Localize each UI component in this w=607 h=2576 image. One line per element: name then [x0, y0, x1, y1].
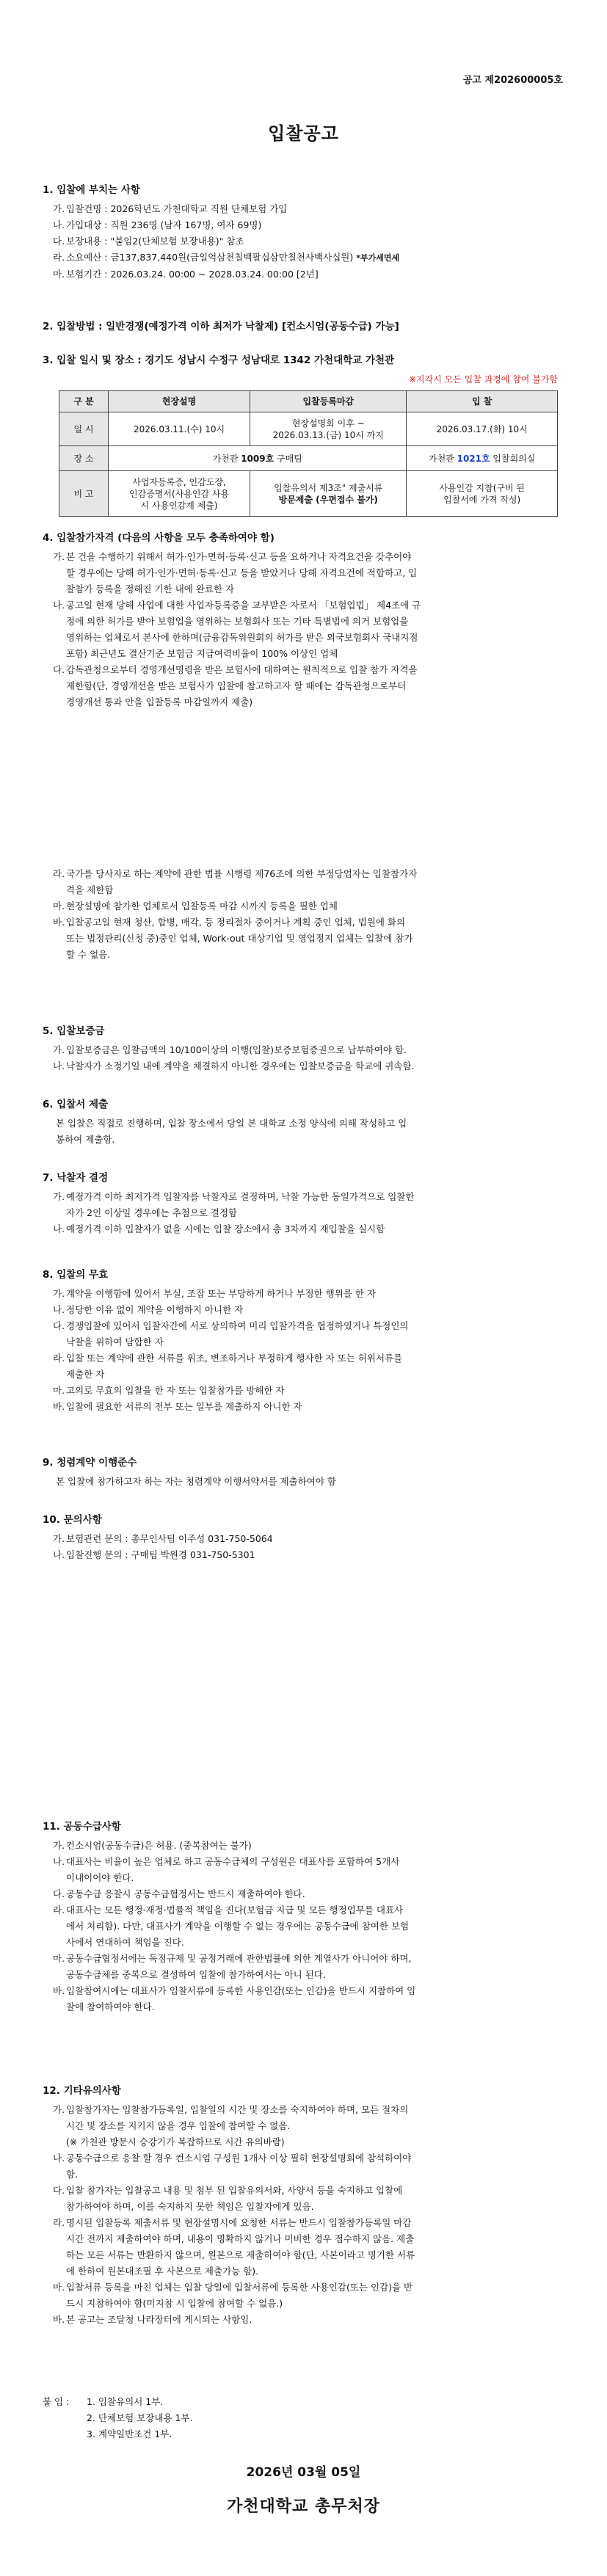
cell-line: 현장설명회 이후 ~ [291, 418, 365, 429]
list-item-line [43, 2134, 567, 2150]
item-marker: 마. [53, 2282, 65, 2293]
cell-text: 입찰회의실 [490, 453, 536, 464]
item-marker: 가. [53, 1044, 65, 1055]
cell-text: 구매팀 [274, 453, 302, 464]
item-text: 가입대상 : 직원 236명 (남자 167명, 여자 69명) [66, 219, 262, 230]
cell-line: 입찰서에 가격 작성) [443, 494, 521, 505]
section-qualifications-continued [43, 863, 567, 963]
item-text: 계약을 이행함에 있어서 부실, 조잡 또는 부당하게 하거나 부정한 행위를 한 자 [66, 1288, 377, 1299]
item-marker: 가. [53, 1191, 65, 1202]
attachment-item: 1. 입찰유의서 1부. [87, 2396, 164, 2407]
table-cell: 2026.03.11.(수) 10시 [109, 412, 250, 446]
list-item-line [43, 2150, 567, 2166]
list-item [43, 217, 567, 233]
list-item-line [43, 947, 567, 963]
item-marker: 가. [53, 1288, 65, 1299]
item-marker: 가. [53, 551, 65, 562]
section-contact [43, 1512, 567, 1563]
item-text: 입찰참여시에는 대표사가 입찰서류에 등록한 사용인감(또는 인감)을 반드시 지참하여 입 [66, 1985, 416, 1996]
item-text: 현장설명에 참가한 업체로서 입찰등록 마감 시까지 등록을 필한 업체 [66, 900, 338, 912]
item-marker: 다. [53, 664, 65, 675]
item-text: 하는 모든 서류는 반환하지 않으며, 원본으로 제출하여야 함(단, 사본이라고 명기한 서류 [66, 2249, 415, 2260]
list-item-line [43, 1350, 567, 1367]
list-item [43, 1058, 567, 1074]
cell-text: 가천관 [429, 453, 457, 464]
page-title: 입찰공고 [268, 123, 339, 144]
section-bid-method [43, 319, 567, 335]
document-number: 공고 제202600005호 [462, 75, 563, 86]
item-marker: 가. [53, 2104, 65, 2115]
section-heading: 10. 문의사항 [43, 1514, 102, 1526]
item-text: 예정가격 이하 입찰자가 없을 시에는 입찰 장소에서 총 3차까지 재입찰을 실시함 [66, 1223, 385, 1234]
table-cell [250, 471, 407, 517]
list-item-line [43, 914, 567, 931]
section-heading: 9. 청렴계약 이행준수 [43, 1457, 137, 1469]
item-text: 제출한 자 [66, 1369, 105, 1380]
item-marker: 다. [53, 2185, 65, 2196]
list-item-line [43, 1367, 567, 1383]
item-text: 입찰건명 : 2026학년도 가천대학교 직원 단체보험 가입 [66, 203, 288, 214]
item-text: 할 수 없음. [66, 949, 111, 960]
table-cell: 2026.03.17.(화) 10시 [407, 412, 558, 446]
list-item-line [43, 630, 567, 646]
list-item-line [43, 898, 567, 914]
section-heading: 12. 기타유의사항 [43, 2085, 121, 2097]
item-text: 또는 법정관리(신청 중)중인 업체, Work-out 대상기업 및 영업정지 업체는 입찰에 참가 [66, 933, 413, 944]
item-marker: 가. [53, 203, 65, 214]
late-arrival-note: ※지각시 모든 입찰 과정에 참여 불가함 [408, 374, 558, 385]
item-marker: 라. [53, 252, 65, 263]
cell-line: 2026.03.13.(금) 10시 까지 [272, 429, 384, 440]
item-text: 낙찰을 위하여 담합한 자 [66, 1336, 164, 1347]
item-text: 컨소시엄(공동수급)은 허용. (중복참여는 불가) [66, 1840, 252, 1851]
attachments [43, 2394, 193, 2439]
list-item [43, 266, 567, 283]
list-item-line [43, 1854, 567, 1870]
list-item-line [43, 1318, 567, 1334]
item-text: 공동수급으로 응찰 할 경우 컨소시엄 구성원 1개사 이상 필히 현장설명회에 참석하여야 [66, 2153, 412, 2164]
item-text: 영위하는 업체로서 본사에 한하며(금융감독위원회의 허가를 받은 외국보험회사 국내지점 [66, 632, 418, 643]
list-item-line [43, 1383, 567, 1399]
winner-list [43, 1189, 567, 1237]
item-text: 감독관청으로부터 경영개선명령을 받은 보험사에 대하여는 원칙적으로 입찰 참가 자격을 [66, 664, 418, 675]
item-text: 에서 처리함). 다만, 대표사가 계약을 이행할 수 없는 경우에는 공동수급에 참여한 보험 [66, 1921, 410, 1932]
list-item-line [43, 866, 567, 882]
table-row [59, 446, 558, 471]
item-text: 입찰진행 문의 : 구매팀 박원경 031-750-5301 [66, 1549, 255, 1560]
item-text: 입찰서류 등록을 마친 업체는 입찰 당일에 입찰서류에 등록한 사용인감(또는 인감)을 반 [66, 2282, 413, 2293]
item-marker: 바. [53, 2314, 65, 2325]
table-header: 구 분 [59, 391, 109, 412]
cell-text: 가천관 [212, 453, 241, 464]
item-marker: 나. [53, 1304, 65, 1315]
item-text: 공동수급체를 중복으로 결성하여 입찰에 참가하여서는 아니 된다. [66, 1969, 326, 1980]
list-item-line [43, 2118, 567, 2134]
table-header: 현장설명 [109, 391, 250, 412]
table-header: 입 찰 [407, 391, 558, 412]
list-item [43, 201, 567, 217]
item-marker: 바. [53, 1401, 65, 1412]
section-bid-schedule [43, 352, 567, 368]
section-bid-bond [43, 1023, 567, 1074]
item-text: 보험관련 문의 : 총무인사팀 이주성 031-750-5064 [66, 1533, 273, 1544]
item-text: 대표사는 모든 행정·재정·법률적 책임을 진다(보험금 지급 및 모든 행정업무를 대표사 [66, 1904, 404, 1915]
item-marker: 마. [53, 269, 65, 280]
list-item-line [43, 581, 567, 597]
list-item [43, 1042, 567, 1058]
table-cell [407, 471, 558, 517]
cell-line: 사업자등록증, 인감도장, [132, 476, 226, 487]
item-text: 사에서 연대하여 책임을 진다. [66, 1937, 184, 1948]
list-item-line [43, 1886, 567, 1902]
item-marker: 라. [53, 868, 65, 879]
cell-line: 방문제출 (우편접수 불가) [278, 494, 378, 505]
item-text: 할 경우에는 당해 허가·인가·면허·등록·신고 등을 받았거나 당해 자격요건에 적합하고, 입 [66, 567, 418, 578]
section-bid-submission [43, 1096, 567, 1148]
section-integrity [43, 1455, 567, 1490]
cell-line: 입찰유의서 제3조" 제출서류 [274, 482, 383, 493]
list-item-line [43, 694, 567, 710]
section-heading: 11. 공동수급사항 [43, 1821, 121, 1833]
item-marker: 나. [53, 219, 65, 230]
paragraph-line: 본 입찰에 참가하고자 하는 자는 청렴계약 이행서약서를 제출하여야 함 [56, 1476, 336, 1487]
table-cell [109, 446, 407, 471]
item-text: 낙찰자가 소정기일 내에 계약을 체결하지 아니한 경우에는 입찰보증금을 학교에 귀속함. [66, 1060, 415, 1071]
list-item-line [43, 1983, 567, 1999]
item-text: 찰에 참여하여야 한다. [66, 2001, 155, 2012]
row-label: 장 소 [59, 446, 109, 471]
section-qualifications [43, 530, 567, 710]
list-item-line [43, 565, 567, 581]
list-item-line [43, 1189, 567, 1205]
item-text: 보험기간 : 2026.03.24. 00:00 ~ 2028.03.24. 00:00 [2년] [66, 269, 319, 280]
item-text: 시간 및 장소를 지키지 않을 경우 입찰에 참여할 수 없음. [66, 2120, 291, 2131]
item-text: 소요예산 : 금137,837,440원(금일억삼천칠백팔십삼만칠천사백사십원) [66, 252, 357, 263]
item-text: 입찰보증금은 입찰금액의 10/100이상의 이행(입찰)보증보험증권으로 납부하여야 함. [66, 1044, 407, 1055]
cell-line: 인감증명서(사용인감 사용 [129, 488, 230, 499]
list-item-line [43, 931, 567, 947]
section-bid-items [43, 182, 567, 283]
section-heading: 2. 입찰방법 : 일반경쟁(예정가격 이하 최저가 낙찰제) [43, 321, 282, 332]
item-marker: 마. [53, 900, 65, 912]
list-item-line [43, 1999, 567, 2015]
section-winner-selection [43, 1170, 567, 1237]
list-item-line [43, 1967, 567, 1983]
item-text: 명시된 입찰등록 제출서류 및 현장설명시에 요청한 서류는 반드시 입찰참가등록일 마감 [66, 2217, 412, 2228]
item-text: 고의로 무효의 입찰을 한 자 또는 입찰참가를 방해한 자 [66, 1385, 285, 1396]
paragraph-line: 본 입찰은 직접로 진행하며, 입찰 장소에서 당일 본 대학교 소정 양식에 의해 작성하고 입 [56, 1118, 407, 1129]
item-marker: 라. [53, 1904, 65, 1915]
item-text: 시간 전까지 제출하여야 하며, 내용이 명확하지 않거나 미비한 경우 접수하지 않음. 제출 [66, 2233, 415, 2244]
vat-note: *부가세면세 [356, 253, 400, 263]
section-heading: 7. 낙찰자 결정 [43, 1172, 109, 1184]
item-text: 입찰공고일 현재 청산, 합병, 매각, 등 정리절차 중이거나 계획 중인 업체, 법원에 화의 [66, 917, 406, 928]
item-text: 에 한하여 원본대조필 후 사본으로 제출가능 함). [66, 2266, 259, 2277]
item-marker: 마. [53, 1385, 65, 1396]
table-row [59, 471, 558, 517]
section-heading: 6. 입찰서 제출 [43, 1099, 109, 1110]
list-item-line [43, 1951, 567, 1967]
section-heading: 8. 입찰의 무효 [43, 1269, 109, 1281]
list-item-line [43, 2183, 567, 2199]
cell-line: 사용인감 지참(구비 된 [439, 482, 526, 493]
room-number: 1009호 [241, 453, 275, 464]
list-item-line [43, 1902, 567, 1918]
list-item-line [43, 597, 567, 614]
cell-line: 시 사용인감계 제출) [140, 500, 218, 511]
list-item [43, 1531, 567, 1547]
other-notes-list [43, 2102, 567, 2328]
item-text: 참가하여야 하며, 이를 숙지하지 못한 책임은 입찰자에게 있음. [66, 2201, 314, 2212]
list-item-line [43, 2263, 567, 2280]
item-marker: 나. [53, 1223, 65, 1234]
item-text: 본 공고는 조달청 나라장터에 게시되는 사항임. [66, 2314, 252, 2325]
list-item-line [43, 662, 567, 678]
item-text: 국가를 당사자로 하는 계약에 관한 법률 시행령 제76조에 의한 부정당업자는 입찰참가자 [66, 868, 418, 879]
section-heading: 4. 입찰참가자격 (다음의 사항을 모두 충족하여야 함) [43, 532, 275, 544]
section-heading: 5. 입찰보증금 [43, 1025, 105, 1037]
section-heading: 1. 입찰에 부치는 사항 [43, 184, 140, 196]
list-item-line [43, 2296, 567, 2312]
list-item-line [43, 2199, 567, 2215]
item-marker: 라. [53, 1353, 65, 1364]
invalid-list [43, 1286, 567, 1415]
schedule-table [59, 390, 558, 517]
list-item-line [43, 1935, 567, 1951]
table-header: 입찰등록마감 [250, 391, 407, 412]
item-text: 드시 지참하여야 함(미지참 시 입찰에 참여할 수 없음.) [66, 2298, 283, 2309]
consortium-note: [컨소시엄(공동수급) 가능] [281, 321, 399, 332]
item-marker: 가. [53, 1533, 65, 1544]
section-invalid-bids [43, 1267, 567, 1415]
item-marker: 나. [53, 1060, 65, 1071]
qualification-list [43, 549, 567, 710]
item-marker: 가. [53, 1840, 65, 1851]
item-text: 입찰에 필요한 서류의 전부 또는 일부를 제출하지 아니한 자 [66, 1401, 302, 1412]
qualification-list [43, 866, 567, 963]
list-item-line [43, 1302, 567, 1318]
item-marker: 라. [53, 2217, 65, 2228]
list-item-line [43, 2166, 567, 2183]
item-text: 공동수급협정서에는 독점규제 및 공정거래에 관한법률에 의한 계열사가 아니어야 하며, [66, 1953, 412, 1964]
table-cell [109, 471, 250, 517]
item-text: 자가 2인 이상일 경우에는 추첨으로 결정함 [66, 1207, 238, 1218]
item-text: 경영개선 통과 안을 입찰등록 마감일까지 제출) [66, 696, 253, 707]
item-marker: 나. [53, 2153, 65, 2164]
item-text: 이내이어야 한다. [66, 1872, 134, 1883]
room-number: 1021호 [457, 453, 490, 464]
list-item [43, 233, 567, 250]
item-text: (※ 가천관 방문시 승강기가 복잡하므로 시간 유의바람) [66, 2136, 285, 2147]
attachment-item: 3. 계약일반조건 1부. [87, 2428, 172, 2439]
item-marker: 바. [53, 1985, 65, 1996]
joint-bidding-list [43, 1838, 567, 2015]
item-marker: 바. [53, 917, 65, 928]
item-text: 입찰참가자는 입찰참가등록일, 입찰일의 시간 및 장소를 숙지하여야 하며, 모든 절차의 [66, 2104, 409, 2115]
list-item [43, 250, 567, 266]
item-text: 함. [66, 2169, 79, 2180]
item-marker: 나. [53, 1549, 65, 1560]
paragraph-line: 봉하여 제출함. [56, 1134, 115, 1145]
list-item-line [43, 2215, 567, 2231]
item-text: 예정가격 이하 최저가격 입찰자를 낙찰자로 결정하며, 낙찰 가능한 동일가격으로 입찰한 [66, 1191, 415, 1202]
item-marker: 다. [53, 1888, 65, 1899]
item-text: 입찰 참가자는 입찰공고 내용 및 첨부 된 입찰유의서와, 사양서 등을 숙지하고 입찰에 [66, 2185, 403, 2196]
row-label: 일 시 [59, 412, 109, 446]
item-text: 대표사는 비율이 높은 업체로 하고 공동수급체의 구성원은 대표사를 포함하여 5개사 [66, 1856, 400, 1867]
attachment-item: 2. 단체보험 보장내용 1부. [87, 2412, 193, 2423]
item-text: 보장내용 : "붙임2(단체보험 보장내용)" 참조 [66, 236, 244, 247]
item-marker: 마. [53, 1953, 65, 1964]
list-item-line [43, 2231, 567, 2247]
list-item-line [43, 549, 567, 565]
item-marker: 나. [53, 1856, 65, 1867]
table-row [59, 412, 558, 446]
item-marker: 다. [53, 236, 65, 247]
announcement-date: 2026년 03월 05일 [246, 2465, 361, 2480]
list-item-line [43, 2280, 567, 2296]
item-marker: 다. [53, 1320, 65, 1331]
list-item-line [43, 1918, 567, 1935]
list-item-line [43, 1838, 567, 1854]
list-item-line [43, 1221, 567, 1237]
item-text: 공고일 현재 당해 사업에 대한 사업자등록증을 교부받은 자로서 「보험업법」 제4조에 규 [66, 600, 421, 611]
list-item-line [43, 1870, 567, 1886]
item-text: 공동수급 응찰시 공동수급협정서는 반드시 제출하여야 한다. [66, 1888, 305, 1899]
list-item-line [43, 678, 567, 694]
item-text: 포함) 최근년도 결산기준 보험금 지급여력비율이 100% 이상인 업체 [66, 648, 338, 659]
item-text: 경쟁입찰에 있어서 입찰자간에 서로 상의하여 미리 입찰가격을 협정하였거나 특정인의 [66, 1320, 409, 1331]
list-item-line [43, 882, 567, 898]
list-item-line [43, 2102, 567, 2118]
issuing-organization: 가천대학교 총무처장 [227, 2497, 380, 2516]
item-text: 찰참가 등록을 정해진 기한 내에 완료한 자 [66, 583, 235, 594]
attachments-label: 붙 임 : [43, 2396, 70, 2407]
list-item [43, 1547, 567, 1563]
list-item-line [43, 1286, 567, 1302]
list-item-line [43, 2312, 567, 2328]
item-marker: 나. [53, 600, 65, 611]
list-item-line [43, 1205, 567, 1221]
item-text: 정당한 이유 없이 계약을 이행하지 아니한 자 [66, 1304, 244, 1315]
section-other-notes [43, 2083, 567, 2328]
table-cell [250, 412, 407, 446]
list-item-line [43, 646, 567, 662]
list-item-line [43, 2247, 567, 2263]
item-text: 정에 의한 허가를 받아 보험업을 영위하는 보험회사 또는 기타 특별법에 의거 보험업을 [66, 616, 409, 627]
list-item-line [43, 1334, 567, 1350]
list-item-line [43, 1399, 567, 1415]
item-text: 제한함(단, 경영개선을 받은 보험사가 입찰에 참고하고자 할 때에는 감독관청으로부터 [66, 680, 407, 691]
item-text: 입찰 또는 계약에 관한 서류를 위조, 변조하거나 부정하게 행사한 자 또는 허위서류를 [66, 1353, 403, 1364]
item-text: 본 건을 수행하기 위해서 허가·인가·면허·등록·신고 등을 요하거나 자격요건을 갖추어야 [66, 551, 412, 562]
item-text: 격을 제한함 [66, 884, 114, 895]
list-item-line [43, 614, 567, 630]
table-header-row [59, 391, 558, 412]
section-joint-bidding [43, 1819, 567, 2015]
table-cell [407, 446, 558, 471]
row-label: 비 고 [59, 471, 109, 517]
section-heading: 3. 입찰 일시 및 장소 : 경기도 성남시 수정구 성남대로 1342 가천대학교 가천관 [43, 354, 395, 366]
